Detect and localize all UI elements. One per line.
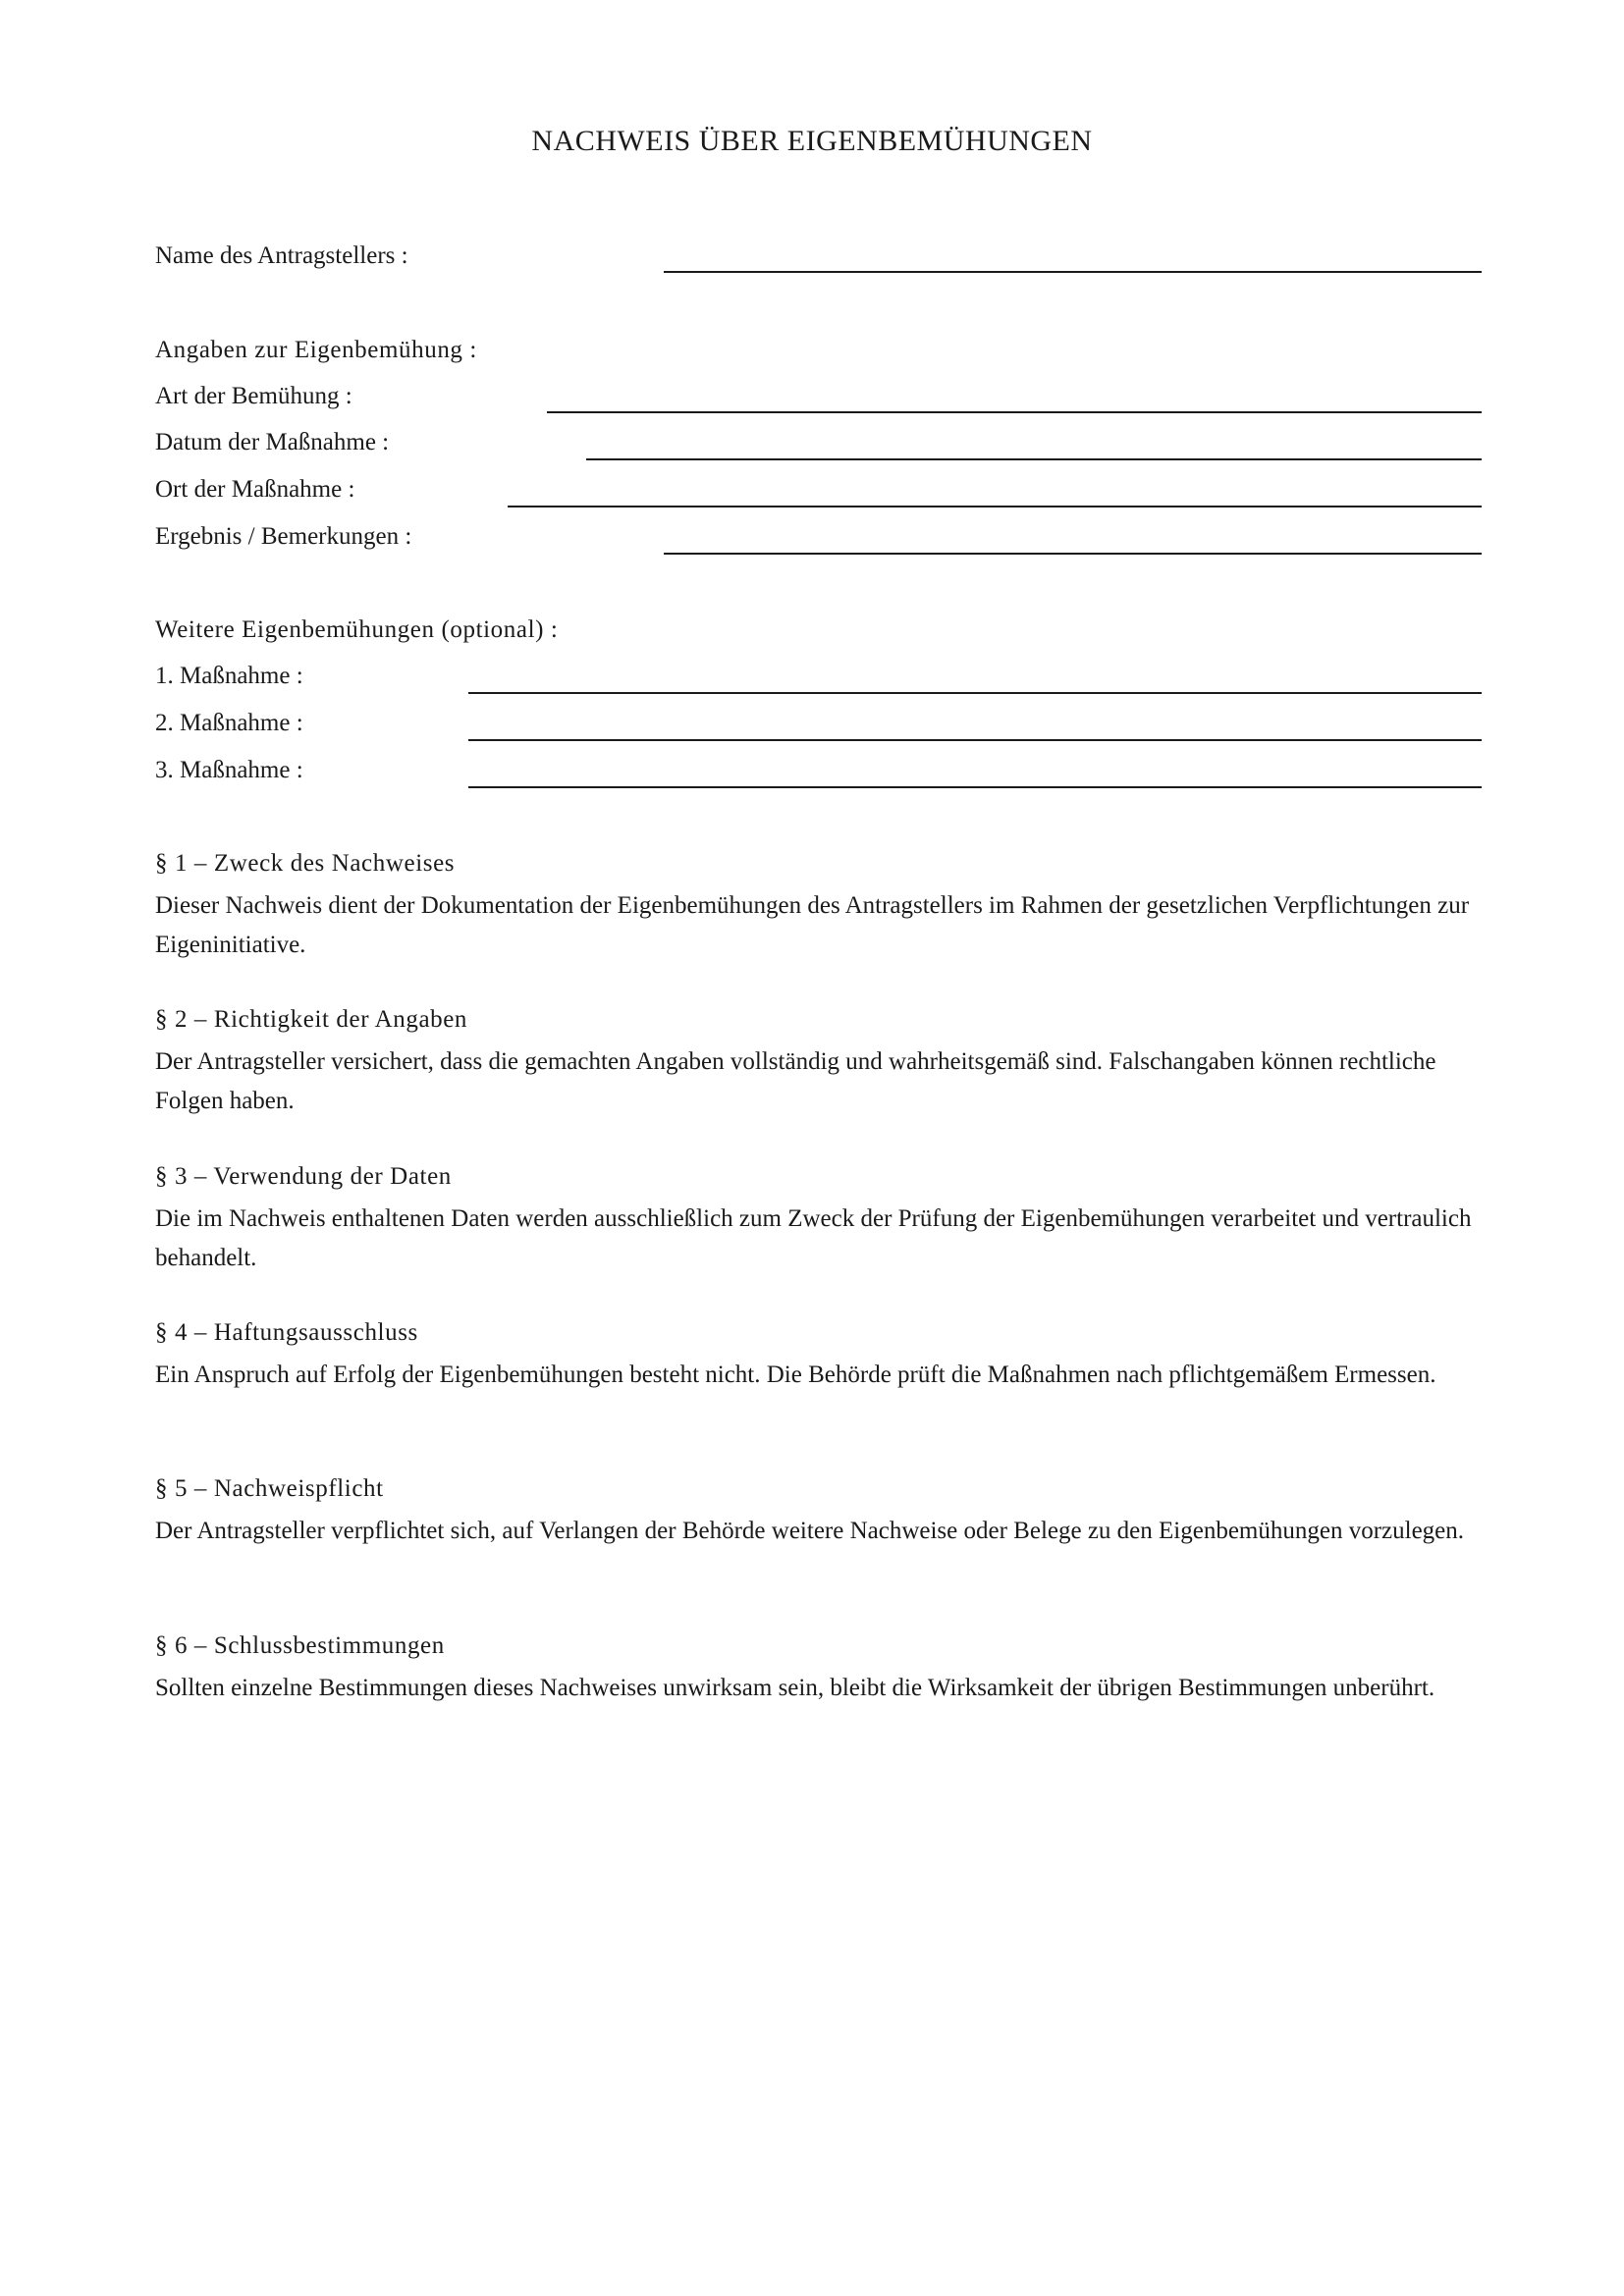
section-6 [155, 1630, 1481, 1708]
type-label: Art der Bemühung : [155, 383, 352, 409]
section-2-heading: § 2 – Richtigkeit der Angaben [155, 1006, 468, 1033]
further-heading: Weitere Eigenbemühungen (optional) : [155, 616, 559, 643]
section-1-body: Dieser Nachweis dient der Dokumentation der Eigenbemühungen des Antragstellers im Rahmen der gesetzlichen Verpflichtungen zur Eigeninitiative. [155, 892, 1470, 958]
applicant-name-label: Name des Antragstellers : [155, 242, 408, 269]
section-1 [155, 848, 1481, 964]
section-2 [155, 1004, 1481, 1120]
section-1-heading: § 1 – Zweck des Nachweises [155, 850, 456, 877]
section-6-heading: § 6 – Schlussbestimmungen [155, 1632, 445, 1659]
details-heading: Angaben zur Eigenbemühung : [155, 337, 477, 363]
further-item-1-field[interactable] [468, 692, 1482, 694]
document-title: NACHWEIS ÜBER EIGENBEMÜHUNGEN [531, 125, 1093, 157]
further-item-3-label: 3. Maßnahme : [155, 757, 303, 783]
further-item-1-label: 1. Maßnahme : [155, 663, 303, 689]
further-item-3-field[interactable] [468, 786, 1482, 788]
further-item-2-label: 2. Maßnahme : [155, 710, 303, 736]
section-5 [155, 1473, 1481, 1551]
section-6-body: Sollten einzelne Bestimmungen dieses Nachweises unwirksam sein, bleibt die Wirksamkeit der übrigen Bestimmungen unberührt. [155, 1675, 1435, 1701]
date-label: Datum der Maßnahme : [155, 429, 390, 455]
type-field[interactable] [547, 411, 1482, 413]
section-5-body: Der Antragsteller verpflichtet sich, auf Verlangen der Behörde weitere Nachweise oder Belege zu den Eigenbemühungen vorzulegen. [155, 1518, 1465, 1544]
result-field[interactable] [664, 553, 1482, 555]
section-3-heading: § 3 – Verwendung der Daten [155, 1163, 452, 1190]
applicant-name-field[interactable] [664, 271, 1482, 273]
section-4-body: Ein Anspruch auf Erfolg der Eigenbemühungen besteht nicht. Die Behörde prüft die Maßnahmen nach pflichtgemäßem Ermessen. [155, 1362, 1436, 1388]
section-5-heading: § 5 – Nachweispflicht [155, 1475, 384, 1502]
section-4 [155, 1317, 1481, 1395]
result-label: Ergebnis / Bemerkungen : [155, 523, 412, 550]
section-3 [155, 1161, 1481, 1277]
location-field[interactable] [508, 506, 1482, 507]
further-item-2-field[interactable] [468, 739, 1482, 741]
section-4-heading: § 4 – Haftungsausschluss [155, 1319, 418, 1346]
date-field[interactable] [586, 458, 1482, 460]
section-3-body: Die im Nachweis enthaltenen Daten werden ausschließlich zum Zweck der Prüfung der Eigenbemühungen verarbeitet und vertraulich behandelt. [155, 1205, 1472, 1271]
location-label: Ort der Maßnahme : [155, 476, 355, 503]
section-2-body: Der Antragsteller versichert, dass die gemachten Angaben vollständig und wahrheitsgemäß sind. Falschangaben können rechtliche Folgen haben. [155, 1048, 1436, 1114]
